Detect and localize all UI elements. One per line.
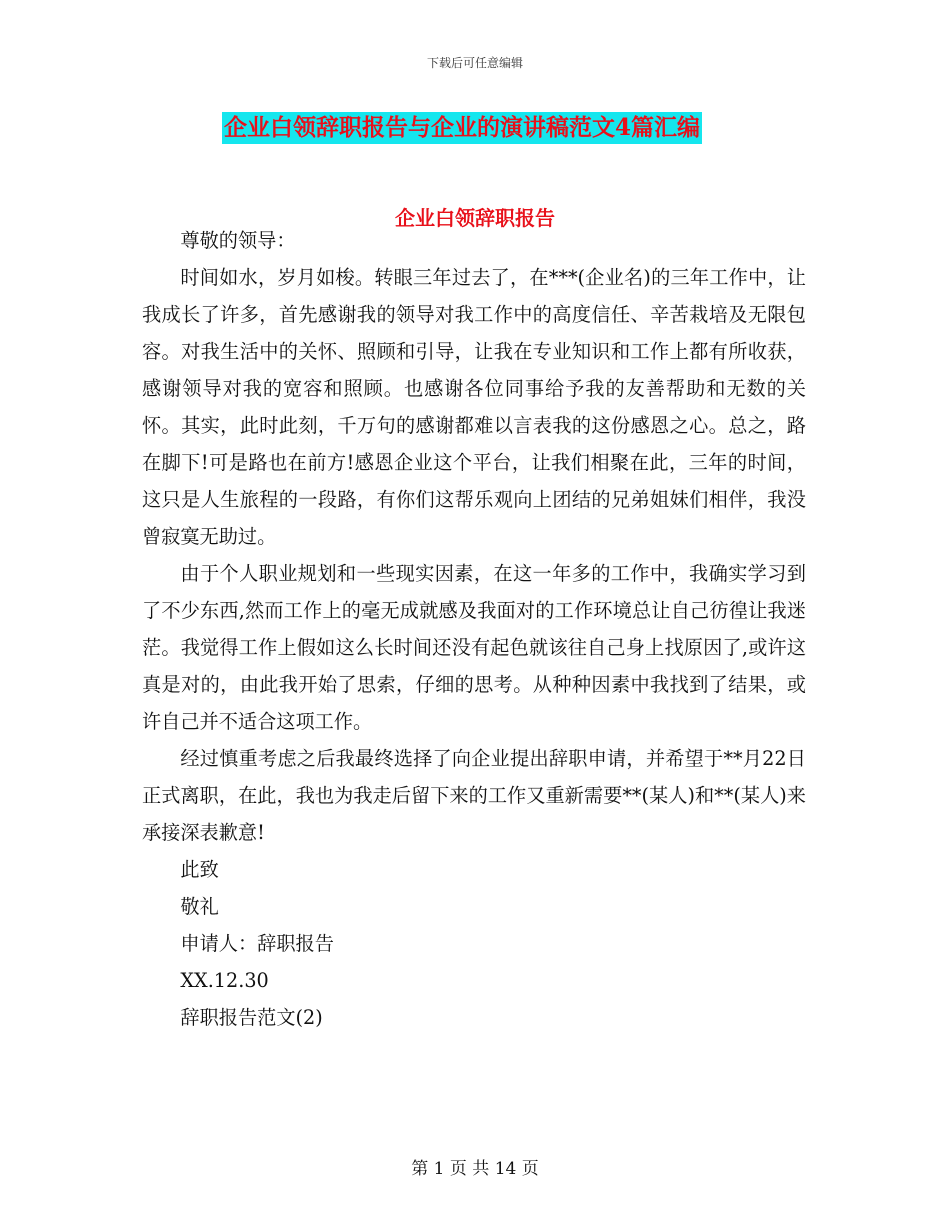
- document-title: 企业白领辞职报告与企业的演讲稿范文4篇汇编: [222, 112, 702, 144]
- paragraph: 由于个人职业规划和一些现实因素，在这一年多的工作中，我确实学习到了不少东西,然而工作上的毫无成就感及我面对的工作环境总让自己彷徨让我迷茫。我觉得工作上假如这么长时间还没有起色就该往自己身上找原因了,或许这真是对的，由此我开始了思索，仔细的思考。从种种因素中我找到了结果，或许自己并不适合这项工作。: [142, 562, 806, 733]
- closing-line: 敬礼: [180, 895, 219, 918]
- signature-line: 申请人：辞职报告: [180, 932, 334, 955]
- paragraph: 经过慎重考虑之后我最终选择了向企业提出辞职申请，并希望于**月22日正式离职，在此，我也为我走后留下来的工作又重新需要**(某人)和**(某人)来承接深表歉意!: [142, 747, 806, 844]
- page-footer: 第 1 页 共 14 页: [411, 1159, 539, 1179]
- paragraph: 时间如水，岁月如梭。转眼三年过去了，在***(企业名)的三年工作中，让我成长了许多，首先感谢我的领导对我工作中的高度信任、辛苦栽培及无限包容。对我生活中的关怀、照顾和引导，让我在专业知识和工作上都有所收获，感谢领导对我的宽容和照顾。也感谢各位同事给予我的友善帮助和无数的关怀。其实，此时此刻，千万句的感谢都难以言表我的这份感恩之心。总之，路在脚下!可是路也在前方!感恩企业这个平台，让我们相聚在此，三年的时间，这只是人生旅程的一段路，有你们这帮乐观向上团结的兄弟姐妹们相伴，我没曾寂寞无助过。: [142, 266, 806, 548]
- page-header-note: 下载后可任意编辑: [426, 56, 523, 70]
- salutation: 尊敬的领导：: [180, 229, 296, 252]
- section-title: 企业白领辞职报告: [395, 206, 555, 230]
- closing-line: 此致: [180, 858, 219, 881]
- document-body: [142, 222, 806, 1036]
- next-section-heading: 辞职报告范文(2): [180, 1006, 323, 1029]
- date-line: XX.12.30: [180, 969, 269, 992]
